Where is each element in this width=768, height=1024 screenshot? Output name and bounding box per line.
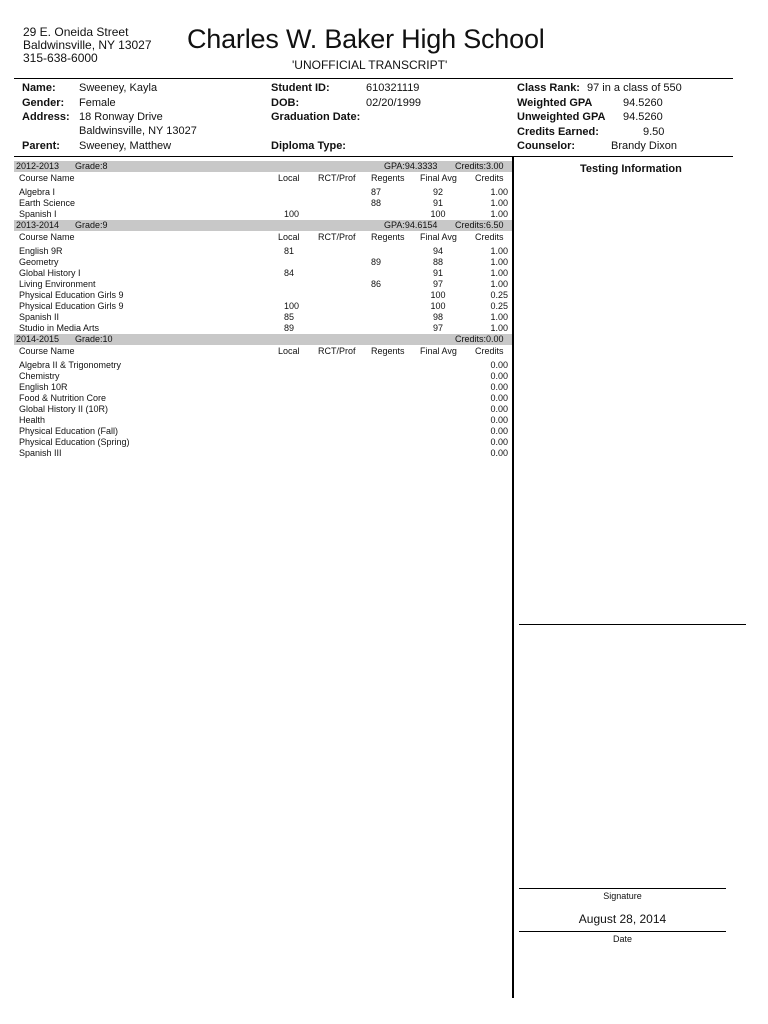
course-name: Spanish I [19, 209, 57, 219]
grade-label: Grade:8 [75, 161, 108, 171]
course-local: 89 [284, 323, 295, 333]
course-final: 100 [430, 290, 446, 300]
unweighted-gpa-label: Unweighted GPA [517, 111, 606, 123]
course-name: Algebra I [19, 187, 56, 197]
column-header-regents: Regents [371, 346, 405, 356]
course-row [14, 290, 512, 301]
course-final: 98 [432, 312, 443, 322]
course-credits: 1.00 [490, 246, 508, 256]
course-name: Food & Nutrition Core [19, 393, 107, 403]
course-credits: 1.00 [490, 257, 508, 267]
course-name: Physical Education Girls 9 [19, 290, 124, 300]
signature-label: Signature [603, 891, 642, 901]
course-name: Earth Science [19, 198, 76, 208]
course-name: Studio in Media Arts [19, 323, 100, 333]
unweighted-gpa: 94.5260 [623, 111, 663, 123]
testing-information-title: Testing Information [580, 163, 682, 175]
course-credits: 1.00 [490, 268, 508, 278]
column-divider [512, 157, 514, 998]
student-address-line2: Baldwinsville, NY 13027 [79, 125, 197, 137]
course-row [14, 187, 512, 198]
document-subtitle: 'UNOFFICIAL TRANSCRIPT' [292, 58, 448, 72]
course-name: Global History II (10R) [19, 404, 109, 414]
course-name: Living Environment [19, 279, 96, 289]
credits-earned-label: Credits Earned: [517, 126, 599, 138]
year-gpa: GPA:94.6154 [384, 220, 438, 230]
course-final: 88 [432, 257, 443, 267]
course-credits: 0.25 [490, 301, 508, 311]
course-local: 85 [284, 312, 295, 322]
course-credits: 0.00 [490, 371, 508, 381]
course-final: 97 [432, 279, 443, 289]
course-regents: 86 [371, 279, 382, 289]
testing-rule [519, 624, 746, 625]
course-name: Chemistry [19, 371, 60, 381]
year-header [14, 220, 512, 231]
counselor: Brandy Dixon [611, 140, 678, 152]
course-name: Physical Education (Spring) [19, 437, 130, 447]
class-rank-label: Class Rank: [517, 82, 580, 94]
course-name: Health [19, 415, 46, 425]
year-header [14, 161, 512, 172]
school-address-line1: 29 E. Oneida Street [23, 25, 129, 39]
student-address-line1: 18 Ronway Drive [79, 111, 163, 123]
address-label: Address: [22, 111, 70, 123]
signature-date: August 28, 2014 [578, 912, 667, 926]
course-credits: 0.00 [490, 382, 508, 392]
course-name: English 10R [19, 382, 68, 392]
student-parent: Sweeney, Matthew [79, 140, 172, 152]
course-row [14, 323, 512, 334]
weighted-gpa-label: Weighted GPA [517, 97, 593, 109]
student-name: Sweeney, Kayla [79, 82, 158, 94]
course-regents: 88 [371, 198, 382, 208]
column-header-row [14, 346, 512, 357]
year-label: 2014-2015 [16, 334, 60, 344]
student-id: 610321119 [366, 82, 420, 94]
year-credits: Credits:3.00 [455, 161, 504, 171]
column-header-rct: RCT/Prof [318, 346, 356, 356]
course-credits: 1.00 [490, 279, 508, 289]
column-header-final: Final Avg [420, 232, 457, 242]
column-header-name: Course Name [19, 173, 75, 183]
school-name: Charles W. Baker High School [187, 24, 545, 54]
column-header-row [14, 173, 512, 184]
course-credits: 1.00 [490, 323, 508, 333]
counselor-label: Counselor: [517, 140, 576, 152]
year-credits: Credits:0.00 [455, 334, 504, 344]
course-credits: 1.00 [490, 312, 508, 322]
column-header-credits: Credits [475, 232, 504, 242]
column-header-row [14, 232, 512, 243]
column-header-name: Course Name [19, 232, 75, 242]
column-header-local: Local [278, 173, 300, 183]
header-rule [14, 78, 733, 79]
grade-label: Grade:9 [75, 220, 108, 230]
column-header-rct: RCT/Prof [318, 232, 356, 242]
column-header-name: Course Name [19, 346, 75, 356]
course-row [14, 415, 512, 426]
student-gender: Female [79, 97, 116, 109]
school-address-line2: Baldwinsville, NY 13027 [23, 38, 152, 52]
weighted-gpa: 94.5260 [623, 97, 663, 109]
course-credits: 0.00 [490, 415, 508, 425]
course-local: 100 [284, 301, 300, 311]
course-final: 91 [432, 268, 443, 278]
course-local: 100 [284, 209, 300, 219]
course-final: 94 [432, 246, 443, 256]
course-row [14, 312, 512, 323]
course-credits: 1.00 [490, 187, 508, 197]
course-row [14, 279, 512, 290]
course-regents: 89 [371, 257, 382, 267]
course-final: 91 [432, 198, 443, 208]
date-line [519, 931, 726, 932]
grade-label: Grade:10 [75, 334, 113, 344]
column-header-regents: Regents [371, 173, 405, 183]
gender-label: Gender: [22, 97, 65, 109]
school-phone: 315-638-6000 [23, 51, 98, 65]
course-row [14, 426, 512, 437]
course-name: Algebra II & Trigonometry [19, 360, 122, 370]
course-name: Global History I [19, 268, 81, 278]
column-header-credits: Credits [475, 173, 504, 183]
course-local: 81 [284, 246, 295, 256]
course-regents: 87 [371, 187, 382, 197]
course-row [14, 371, 512, 382]
course-name: Spanish III [19, 448, 62, 458]
course-row [14, 382, 512, 393]
course-row [14, 257, 512, 268]
course-final: 97 [432, 323, 443, 333]
course-name: Physical Education (Fall) [19, 426, 119, 436]
year-label: 2012-2013 [16, 161, 60, 171]
signature-line [519, 888, 726, 889]
year-label: 2013-2014 [16, 220, 60, 230]
info-rule [14, 156, 733, 157]
course-credits: 1.00 [490, 198, 508, 208]
credits-earned: 9.50 [643, 126, 665, 138]
course-final: 100 [430, 209, 446, 219]
date-label: Date [612, 934, 632, 944]
course-name: Spanish II [19, 312, 60, 322]
column-header-local: Local [278, 232, 300, 242]
graduation-date-label: Graduation Date: [271, 111, 361, 123]
course-credits: 0.25 [490, 290, 508, 300]
dob-label: DOB: [271, 97, 300, 109]
column-header-credits: Credits [475, 346, 504, 356]
course-credits: 0.00 [490, 437, 508, 447]
column-header-regents: Regents [371, 232, 405, 242]
course-row [14, 198, 512, 209]
course-row [14, 246, 512, 257]
course-credits: 0.00 [490, 360, 508, 370]
course-row [14, 393, 512, 404]
column-header-local: Local [278, 346, 300, 356]
course-row [14, 448, 512, 459]
course-final: 92 [432, 187, 443, 197]
course-name: Geometry [19, 257, 59, 267]
course-row [14, 301, 512, 312]
course-credits: 1.00 [490, 209, 508, 219]
course-local: 84 [284, 268, 295, 278]
parent-label: Parent: [22, 140, 60, 152]
course-final: 100 [430, 301, 446, 311]
course-credits: 0.00 [490, 404, 508, 414]
course-row [14, 360, 512, 371]
year-header [14, 334, 512, 345]
column-header-final: Final Avg [420, 346, 457, 356]
course-row [14, 437, 512, 448]
student-id-label: Student ID: [271, 82, 330, 94]
student-dob: 02/20/1999 [366, 97, 422, 109]
course-credits: 0.00 [490, 426, 508, 436]
course-row [14, 404, 512, 415]
column-header-final: Final Avg [420, 173, 457, 183]
course-name: Physical Education Girls 9 [19, 301, 124, 311]
course-name: English 9R [19, 246, 63, 256]
column-header-rct: RCT/Prof [318, 173, 356, 183]
year-gpa: GPA:94.3333 [384, 161, 438, 171]
year-credits: Credits:6.50 [455, 220, 504, 230]
diploma-type-label: Diploma Type: [271, 140, 346, 152]
course-row [14, 268, 512, 279]
class-rank: 97 in a class of 550 [587, 82, 682, 94]
name-label: Name: [22, 82, 56, 94]
course-credits: 0.00 [490, 393, 508, 403]
course-credits: 0.00 [490, 448, 508, 458]
course-row [14, 209, 512, 220]
